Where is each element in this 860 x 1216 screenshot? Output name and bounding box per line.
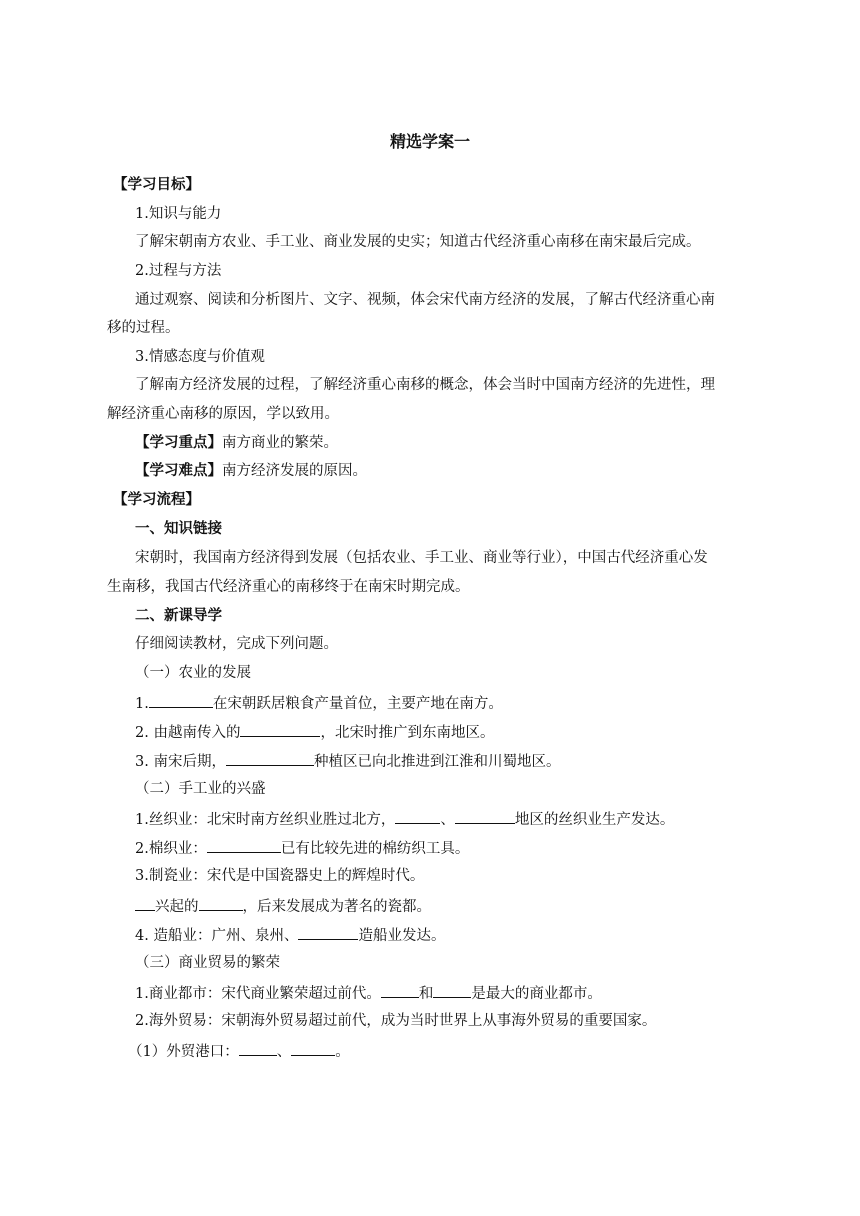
craft-q4-text-after: 造船业发达。: [358, 928, 446, 944]
objective-1-text: 了解宋朝南方农业、手工业、商业发展的史实；知道古代经济重心南移在南宋最后完成。: [135, 234, 701, 250]
craft-q2-text-before: 2.棉织业：: [135, 841, 207, 857]
objective-3-text-line2: 解经济重心南移的原因，学以致用。: [107, 406, 339, 422]
trade-q1-text-before: 1.商业都市：宋代商业繁荣超过前代。: [135, 986, 381, 1002]
fill-blank[interactable]: [239, 1040, 277, 1056]
key-point-text: 南方商业的繁荣。: [222, 435, 338, 451]
objective-1-heading: 1.知识与能力: [135, 206, 222, 222]
trade-q2a-text-after: 。: [335, 1044, 350, 1060]
difficult-point-label: 【学习难点】: [135, 462, 222, 479]
objective-2-text-line2: 移的过程。: [107, 320, 180, 336]
agri-question-2: [135, 721, 494, 743]
section2-heading: 二、新课导学: [135, 607, 222, 624]
fill-blank[interactable]: [207, 837, 281, 853]
craft-question-2: [135, 837, 469, 859]
fill-blank[interactable]: [240, 721, 320, 737]
agri-q1-text: 在宋朝跃居粮食产量首位，主要产地在南方。: [212, 696, 503, 712]
fill-blank[interactable]: [433, 982, 471, 998]
section1-heading: 一、知识链接: [135, 520, 222, 537]
fill-blank[interactable]: [291, 1040, 335, 1056]
craft-question-3b: [135, 895, 431, 917]
craft-q3b-text-after: ，后来发展成为著名的瓷都。: [242, 899, 431, 915]
craft-question-4: [135, 924, 445, 946]
agri-q2-text-after: ，北宋时推广到东南地区。: [320, 725, 495, 741]
document-title: 精选学案一: [389, 132, 470, 151]
craft-q2-text-after: 已有比较先进的棉纺织工具。: [280, 841, 470, 857]
fill-blank[interactable]: [199, 895, 243, 911]
fill-blank[interactable]: [455, 808, 515, 824]
fill-blank[interactable]: [381, 982, 419, 998]
objective-2-heading: 2.过程与方法: [135, 263, 222, 279]
fill-blank[interactable]: [395, 808, 440, 824]
trade-q1-text-after: 是最大的商业都市。: [471, 986, 602, 1002]
process-heading: 【学习流程】: [113, 491, 200, 508]
trade-q2a-separator: 、: [276, 1044, 292, 1060]
craft-q1-text-before: 1.丝织业：北宋时南方丝织业胜过北方，: [135, 812, 396, 828]
difficult-point-text: 南方经济发展的原因。: [222, 463, 367, 479]
difficult-point: [135, 461, 367, 481]
agri-question-3: [135, 750, 560, 772]
agri-q2-text-before: 2. 由越南传入的: [135, 725, 241, 741]
trade-q1-conjunction: 和: [418, 986, 434, 1002]
trade-question-2a: [128, 1040, 350, 1062]
craft-q1-separator: 、: [440, 812, 455, 828]
fill-blank[interactable]: [226, 750, 314, 766]
objective-2-text-line1: 通过观察、阅读和分析图片、文字、视频，体会宋代南方经济的发展，了解古代经济重心南: [135, 292, 715, 308]
craft-question-1: [135, 808, 674, 830]
craft-heading: （二）手工业的兴盛: [135, 781, 266, 797]
trade-q2a-text-before: （1）外贸港口：: [128, 1044, 239, 1060]
craft-q4-text-before: 4. 造船业：广州、泉州、: [135, 928, 299, 944]
section1-text-line1: 宋朝时，我国南方经济得到发展（包括农业、手工业、商业等行业），中国古代经济重心发: [135, 550, 708, 566]
agri-heading: （一）农业的发展: [135, 665, 251, 681]
objective-3-text-line1: 了解南方经济发展的过程，了解经济重心南移的概念，体会当时中国南方经济的先进性，理: [135, 377, 715, 393]
trade-question-2: 2.海外贸易：宋朝海外贸易超过前代，成为当时世界上从事海外贸易的重要国家。: [135, 1013, 657, 1029]
agri-question-1: [135, 692, 503, 714]
trade-heading: （三）商业贸易的繁荣: [135, 955, 280, 971]
objectives-heading: 【学习目标】: [113, 176, 200, 193]
craft-q3b-text-middle: 兴起的: [155, 899, 199, 915]
agri-q3-text-after: 种植区已向北推进到江淮和川蜀地区。: [313, 754, 561, 770]
craft-q1-text-after: 地区的丝织业生产发达。: [514, 812, 675, 828]
objective-3-heading: 3.情感态度与价值观: [135, 349, 265, 365]
fill-blank[interactable]: [298, 924, 358, 940]
key-point-label: 【学习重点】: [135, 434, 222, 451]
key-point: [135, 433, 338, 453]
fill-blank[interactable]: [149, 692, 213, 708]
agri-q1-number: 1.: [135, 696, 149, 712]
section2-intro: 仔细阅读教材，完成下列问题。: [135, 636, 338, 652]
craft-question-3: 3.制瓷业：宋代是中国瓷器史上的辉煌时代。: [135, 868, 425, 884]
trade-question-1: [135, 982, 602, 1004]
agri-q3-text-before: 3. 南宋后期，: [135, 754, 226, 770]
fill-blank[interactable]: [135, 895, 155, 911]
section1-text-line2: 生南移，我国古代经济重心的南移终于在南宋时期完成。: [107, 579, 470, 595]
